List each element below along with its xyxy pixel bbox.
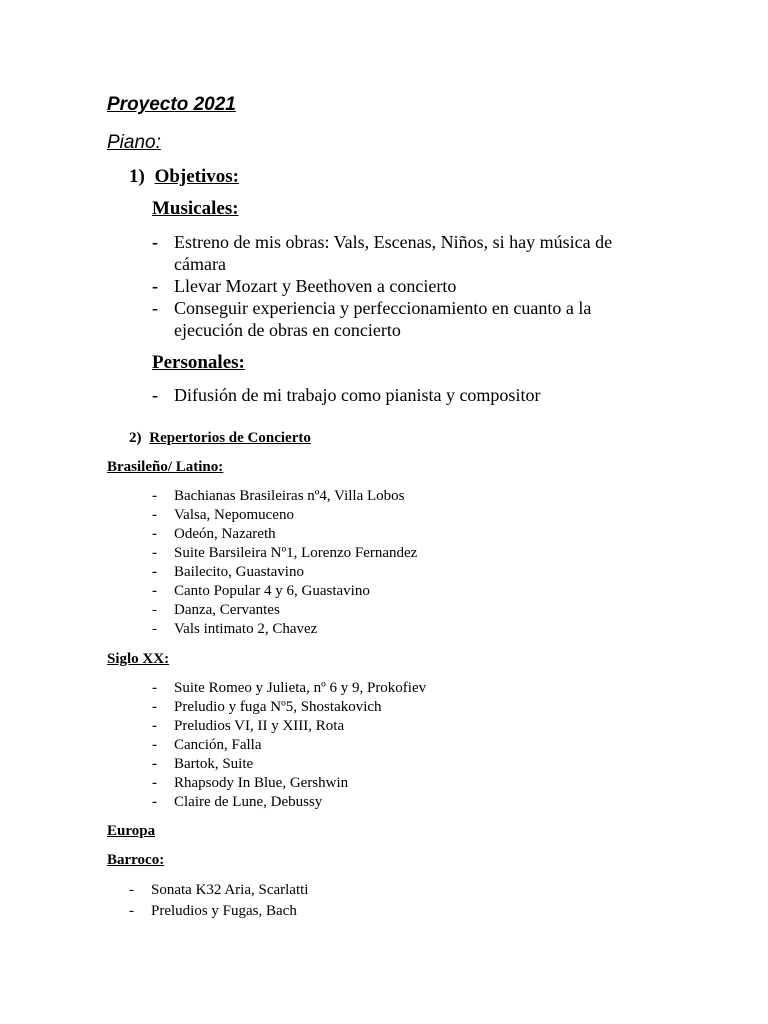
musicales-item-1-continued: cámara <box>174 254 226 274</box>
brasileno-item: - Bailecito, Guastavino <box>152 564 304 580</box>
siglo-item: - Bartok, Suite <box>152 756 254 772</box>
siglo-heading: Siglo XX: <box>107 651 170 667</box>
barroco-item: - Sonata K32 Aria, Scarlatti <box>129 882 309 898</box>
musicales-heading: Musicales: <box>152 198 239 219</box>
barroco-item: - Preludios y Fugas, Bach <box>129 903 297 919</box>
musicales-item-3-continued: ejecución de obras en concierto <box>174 320 401 340</box>
musicales-item-2: - Llevar Mozart y Beethoven a concierto <box>152 276 457 296</box>
personales-item-1: - Difusión de mi trabajo como pianista y compositor <box>152 385 541 405</box>
personales-heading: Personales: <box>152 352 245 373</box>
section-2-heading: 2) Repertorios de Concierto <box>129 430 311 446</box>
siglo-item: - Suite Romeo y Julieta, nº 6 y 9, Prokofiev <box>152 680 427 696</box>
instrument-subtitle: Piano: <box>107 132 161 153</box>
brasileno-item: - Odeón, Nazareth <box>152 526 276 542</box>
europa-heading: Europa <box>107 823 156 839</box>
siglo-item: - Claire de Lune, Debussy <box>152 794 323 810</box>
section-1-title: Objetivos: <box>154 166 240 187</box>
brasileno-item: - Canto Popular 4 y 6, Guastavino <box>152 583 370 599</box>
siglo-item: - Canción, Falla <box>152 737 262 753</box>
brasileno-item: - Vals intimato 2, Chavez <box>152 621 318 637</box>
musicales-item-1: - Estreno de mis obras: Vals, Escenas, Niños, si hay música de <box>152 232 613 252</box>
brasileno-item: - Valsa, Nepomuceno <box>152 507 294 523</box>
brasileno-heading: Brasileño/ Latino: <box>107 459 224 475</box>
siglo-item: - Rhapsody In Blue, Gershwin <box>152 775 349 791</box>
musicales-item-3: - Conseguir experiencia y perfeccionamiento en cuanto a la <box>152 298 592 318</box>
section-1-number: 1) <box>129 166 145 187</box>
siglo-item: - Preludio y fuga Nº5, Shostakovich <box>152 699 382 715</box>
section-2-title: Repertorios de Concierto <box>149 430 311 446</box>
section-1-heading <box>129 166 239 188</box>
barroco-heading: Barroco: <box>107 852 165 868</box>
brasileno-item: - Suite Barsileira Nº1, Lorenzo Fernandez <box>152 545 418 561</box>
siglo-item: - Preludios VI, II y XIII, Rota <box>152 718 345 734</box>
brasileno-item: - Danza, Cervantes <box>152 602 280 618</box>
brasileno-item: - Bachianas Brasileiras nº4, Villa Lobos <box>152 488 405 504</box>
document-title: Proyecto 2021 <box>107 94 236 115</box>
